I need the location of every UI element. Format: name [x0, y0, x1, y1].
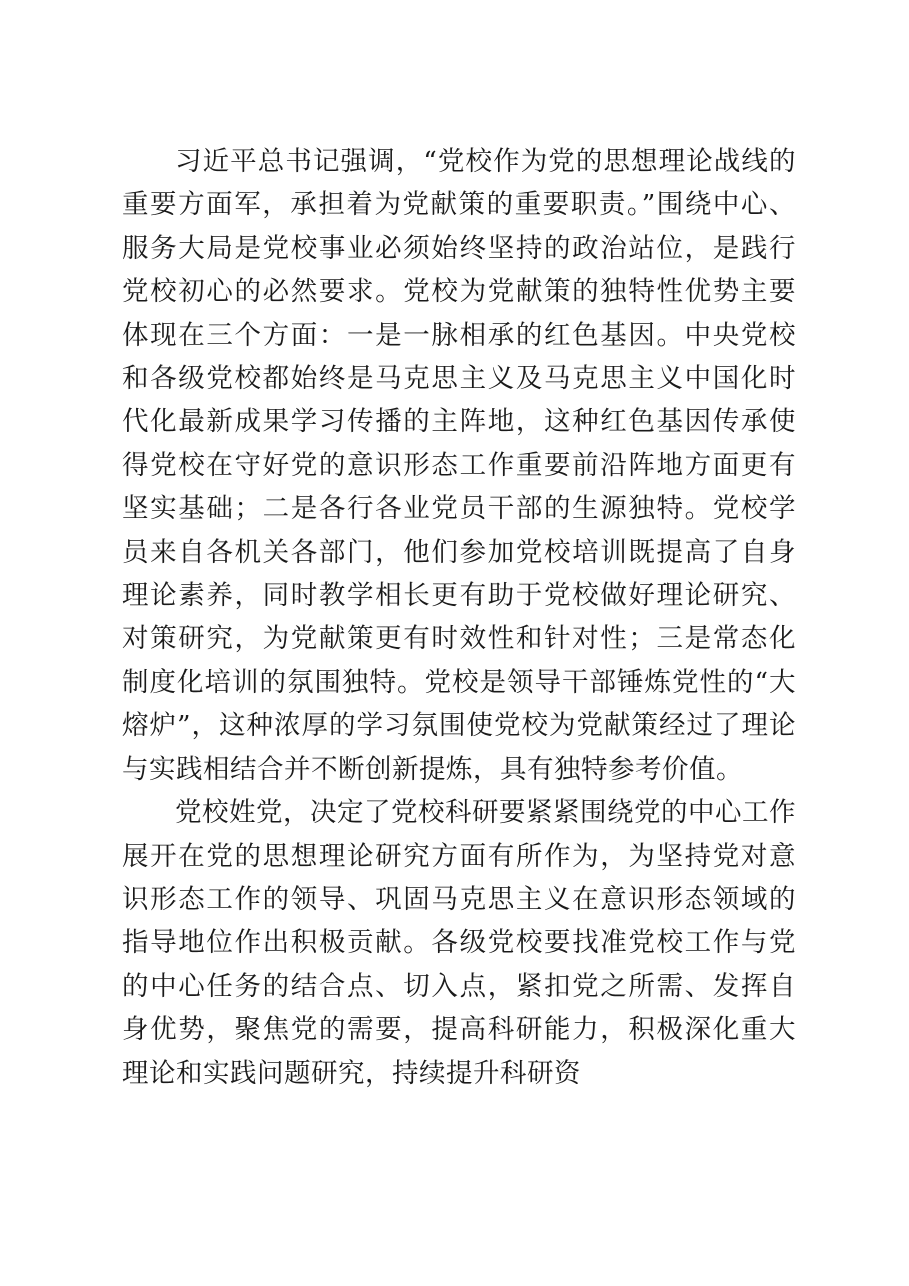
paragraph-1: 习近平总书记强调，“党校作为党的思想理论战线的重要方面军，承担着为党献策的重要职责。”围绕中心、服务大局是党校事业必须始终坚持的政治站位，是践行党校初心的必然要求。党校为党献策的独特性优势主要体现在三个方面：一是一脉相承的红色基因。中央党校和各级党校都始终是马克思主义及马克思主义中国化时代化最新成果学习传播的主阵地，这种红色基因传承使得党校在守好党的意识形态工作重要前沿阵地方面更有坚实基础；二是各行各业党员干部的生源独特。党校学员来自各机关各部门，他们参加党校培训既提高了自身理论素养，同时教学相长更有助于党校做好理论研究、对策研究，为党献策更有时效性和针对性；三是常态化制度化培训的氛围独特。党校是领导干部锤炼党性的“大熔炉”，这种浓厚的学习氛围使党校为党献策经过了理论与实践相结合并不断创新提炼，具有独特参考价值。 [122, 146, 796, 785]
document-body [122, 140, 796, 1095]
paragraph-2: 党校姓党，决定了党校科研要紧紧围绕党的中心工作展开在党的思想理论研究方面有所作为，为坚持党对意识形态工作的领导、巩固马克思主义在意识形态领域的指导地位作出积极贡献。各级党校要找准党校工作与党的中心任务的结合点、切入点，紧扣党之所需、发挥自身优势，聚焦党的需要，提高科研能力，积极深化重大理论和实践问题研究，持续提升科研资 [122, 797, 796, 1089]
